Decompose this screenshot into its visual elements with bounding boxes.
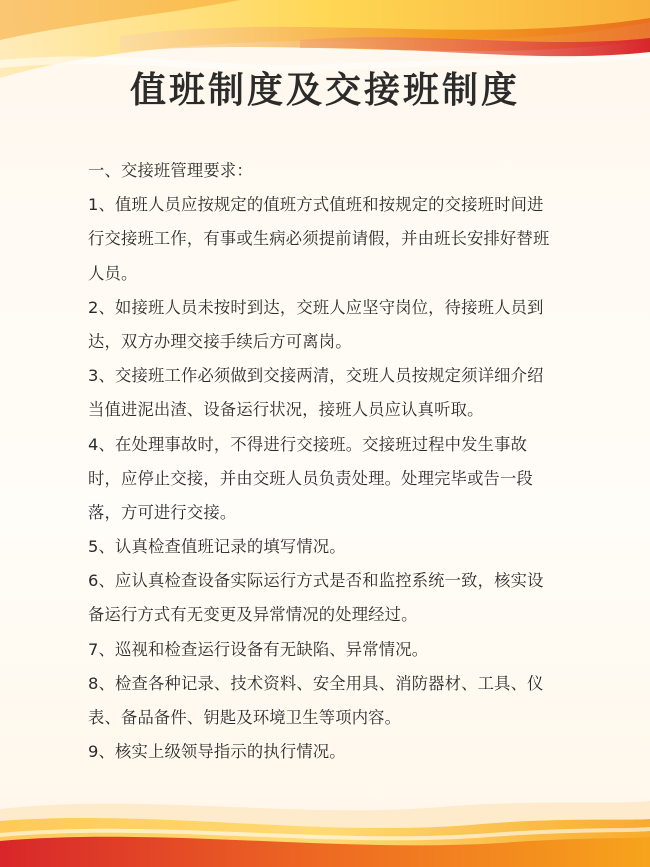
text-line: 7、巡视和检查运行设备有无缺陷、异常情况。 [88, 639, 429, 659]
text-line: 表、备品备件、钥匙及环境卫生等项内容。 [88, 708, 402, 727]
text-line: 备运行方式有无变更及异常情况的处理经过。 [88, 605, 418, 625]
text-line: 9、核实上级领导指示的执行情况。 [88, 742, 346, 762]
text-line: 6、应认真检查设备实际运行方式是否和监控系统一致，核实设 [88, 571, 544, 591]
text-line: 5、认真检查值班记录的填写情况。 [88, 537, 346, 557]
text-line: 4、在处理事故时，不得进行交接班。交接班过程中发生事故 [88, 434, 528, 454]
text-line: 达，双方办理交接手续后方可离岗。 [88, 331, 352, 351]
text-line: 当值进泥出渣、设备运行状况，接班人员应认真听取。 [88, 400, 484, 420]
text-line: 1、值班人员应按规定的值班方式值班和按规定的交接班时间进 [88, 195, 544, 215]
text-line: 人员。 [88, 263, 138, 283]
body-text [88, 154, 572, 769]
section-heading: 一、交接班管理要求： [88, 161, 253, 180]
text-line: 2、如接班人员未按时到达，交班人应坚守岗位，待接班人员到 [88, 297, 544, 317]
bottom-wave-decoration [0, 757, 650, 867]
text-line: 时，应停止交接，并由交班人员负责处理。处理完毕或告一段 [88, 468, 533, 488]
poster-title: 值班制度及交接班制度 [129, 70, 520, 111]
text-line: 3、交接班工作必须做到交接两清，交班人员按规定须详细介绍 [88, 366, 544, 386]
text-line: 落，方可进行交接。 [88, 502, 237, 522]
text-line: 8、检查各种记录、技术资料、安全用具、消防器材、工具、仪 [88, 673, 544, 693]
text-line: 行交接班工作，有事或生病必须提前请假，并由班长安排好替班 [88, 229, 550, 249]
